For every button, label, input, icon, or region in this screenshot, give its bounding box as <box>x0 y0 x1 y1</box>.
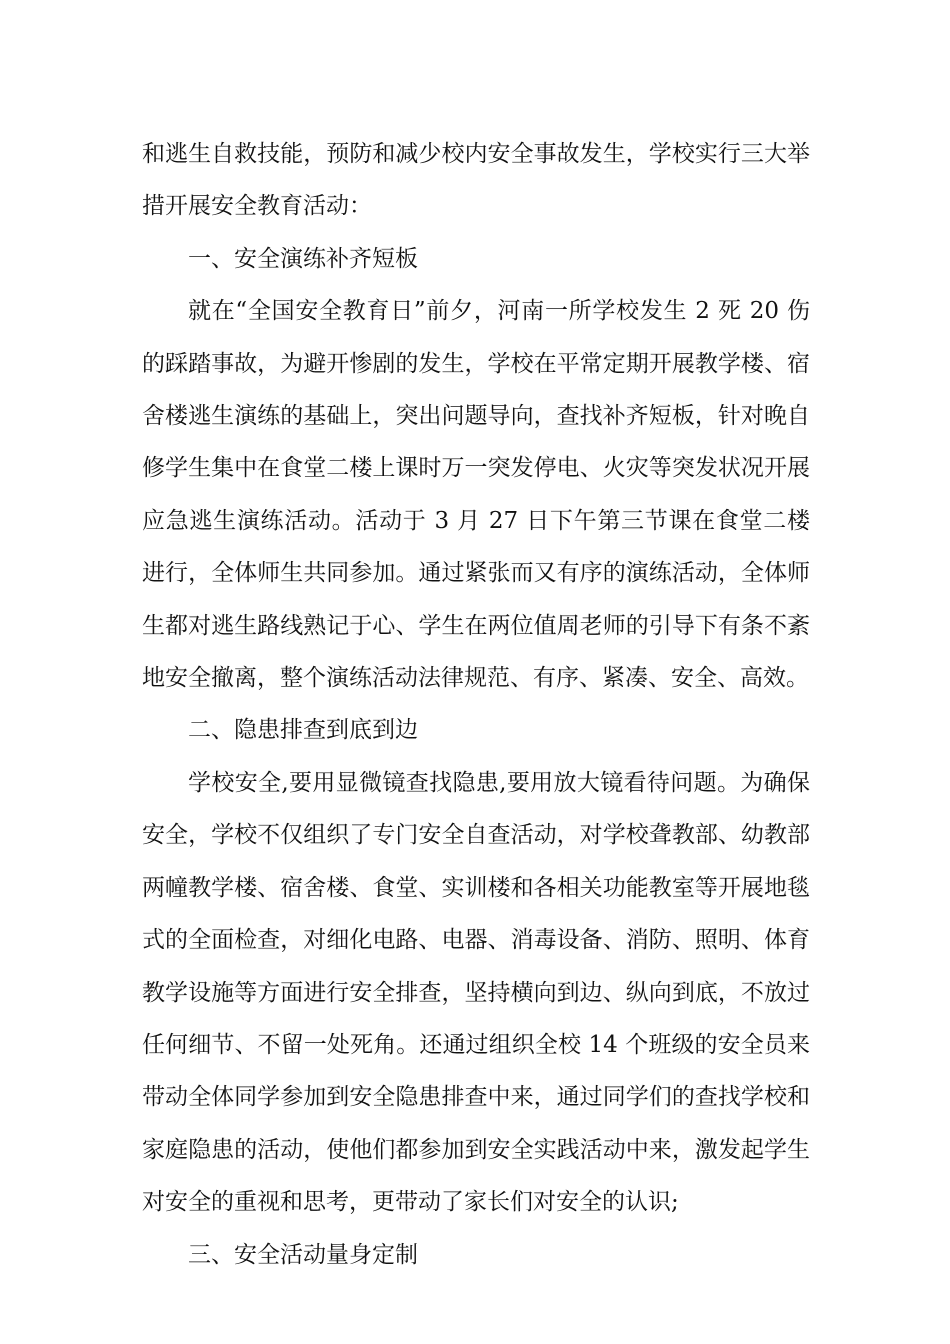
paragraph-intro: 和逃生自救技能，预防和减少校内安全事故发生，学校实行三大举措开展安全教育活动： <box>142 141 810 220</box>
document-body <box>142 128 810 1281</box>
section-heading-2: 二、隐患排查到底到边 <box>188 717 418 744</box>
paragraph-section-1: 就在“全国安全教育日”前夕，河南一所学校发生 2 死 20 伤的踩踏事故，为避开惨剧的发生，学校在平常定期开展教学楼、宿舍楼逃生演练的基础上，突出问题导向，查找补齐短板，针对晚自修学生集中在食堂二楼上课时万一突发停电、火灾等突发状况开展应急逃生演练活动。活动于 3 月 27 日下午第三节课在食堂二楼进行，全体师生共同参加。通过紧张而又有序的演练活动，全体师生都对逃生路线熟记于心、学生在两位值周老师的引导下有条不紊地安全撤离，整个演练活动法律规范、有序、紧凑、安全、高效。 <box>142 298 810 692</box>
section-heading-1: 一、安全演练补齐短板 <box>188 245 418 272</box>
paragraph-section-2: 学校安全,要用显微镜查找隐患,要用放大镜看待问题。为确保安全，学校不仅组织了专门安全自查活动，对学校聋教部、幼教部两幢教学楼、宿舍楼、食堂、实训楼和各相关功能教室等开展地毯式的全面检查，对细化电路、电器、消毒设备、消防、照明、体育教学设施等方面进行安全排查，坚持横向到边、纵向到底，不放过任何细节、不留一处死角。还通过组织全校 14 个班级的安全员来带动全体同学参加到安全隐患排查中来，通过同学们的查找学校和家庭隐患的活动，使他们都参加到安全实践活动中来，激发起学生对安全的重视和思考，更带动了家长们对安全的认识; <box>142 769 810 1216</box>
section-heading-3: 三、安全活动量身定制 <box>188 1241 418 1268</box>
